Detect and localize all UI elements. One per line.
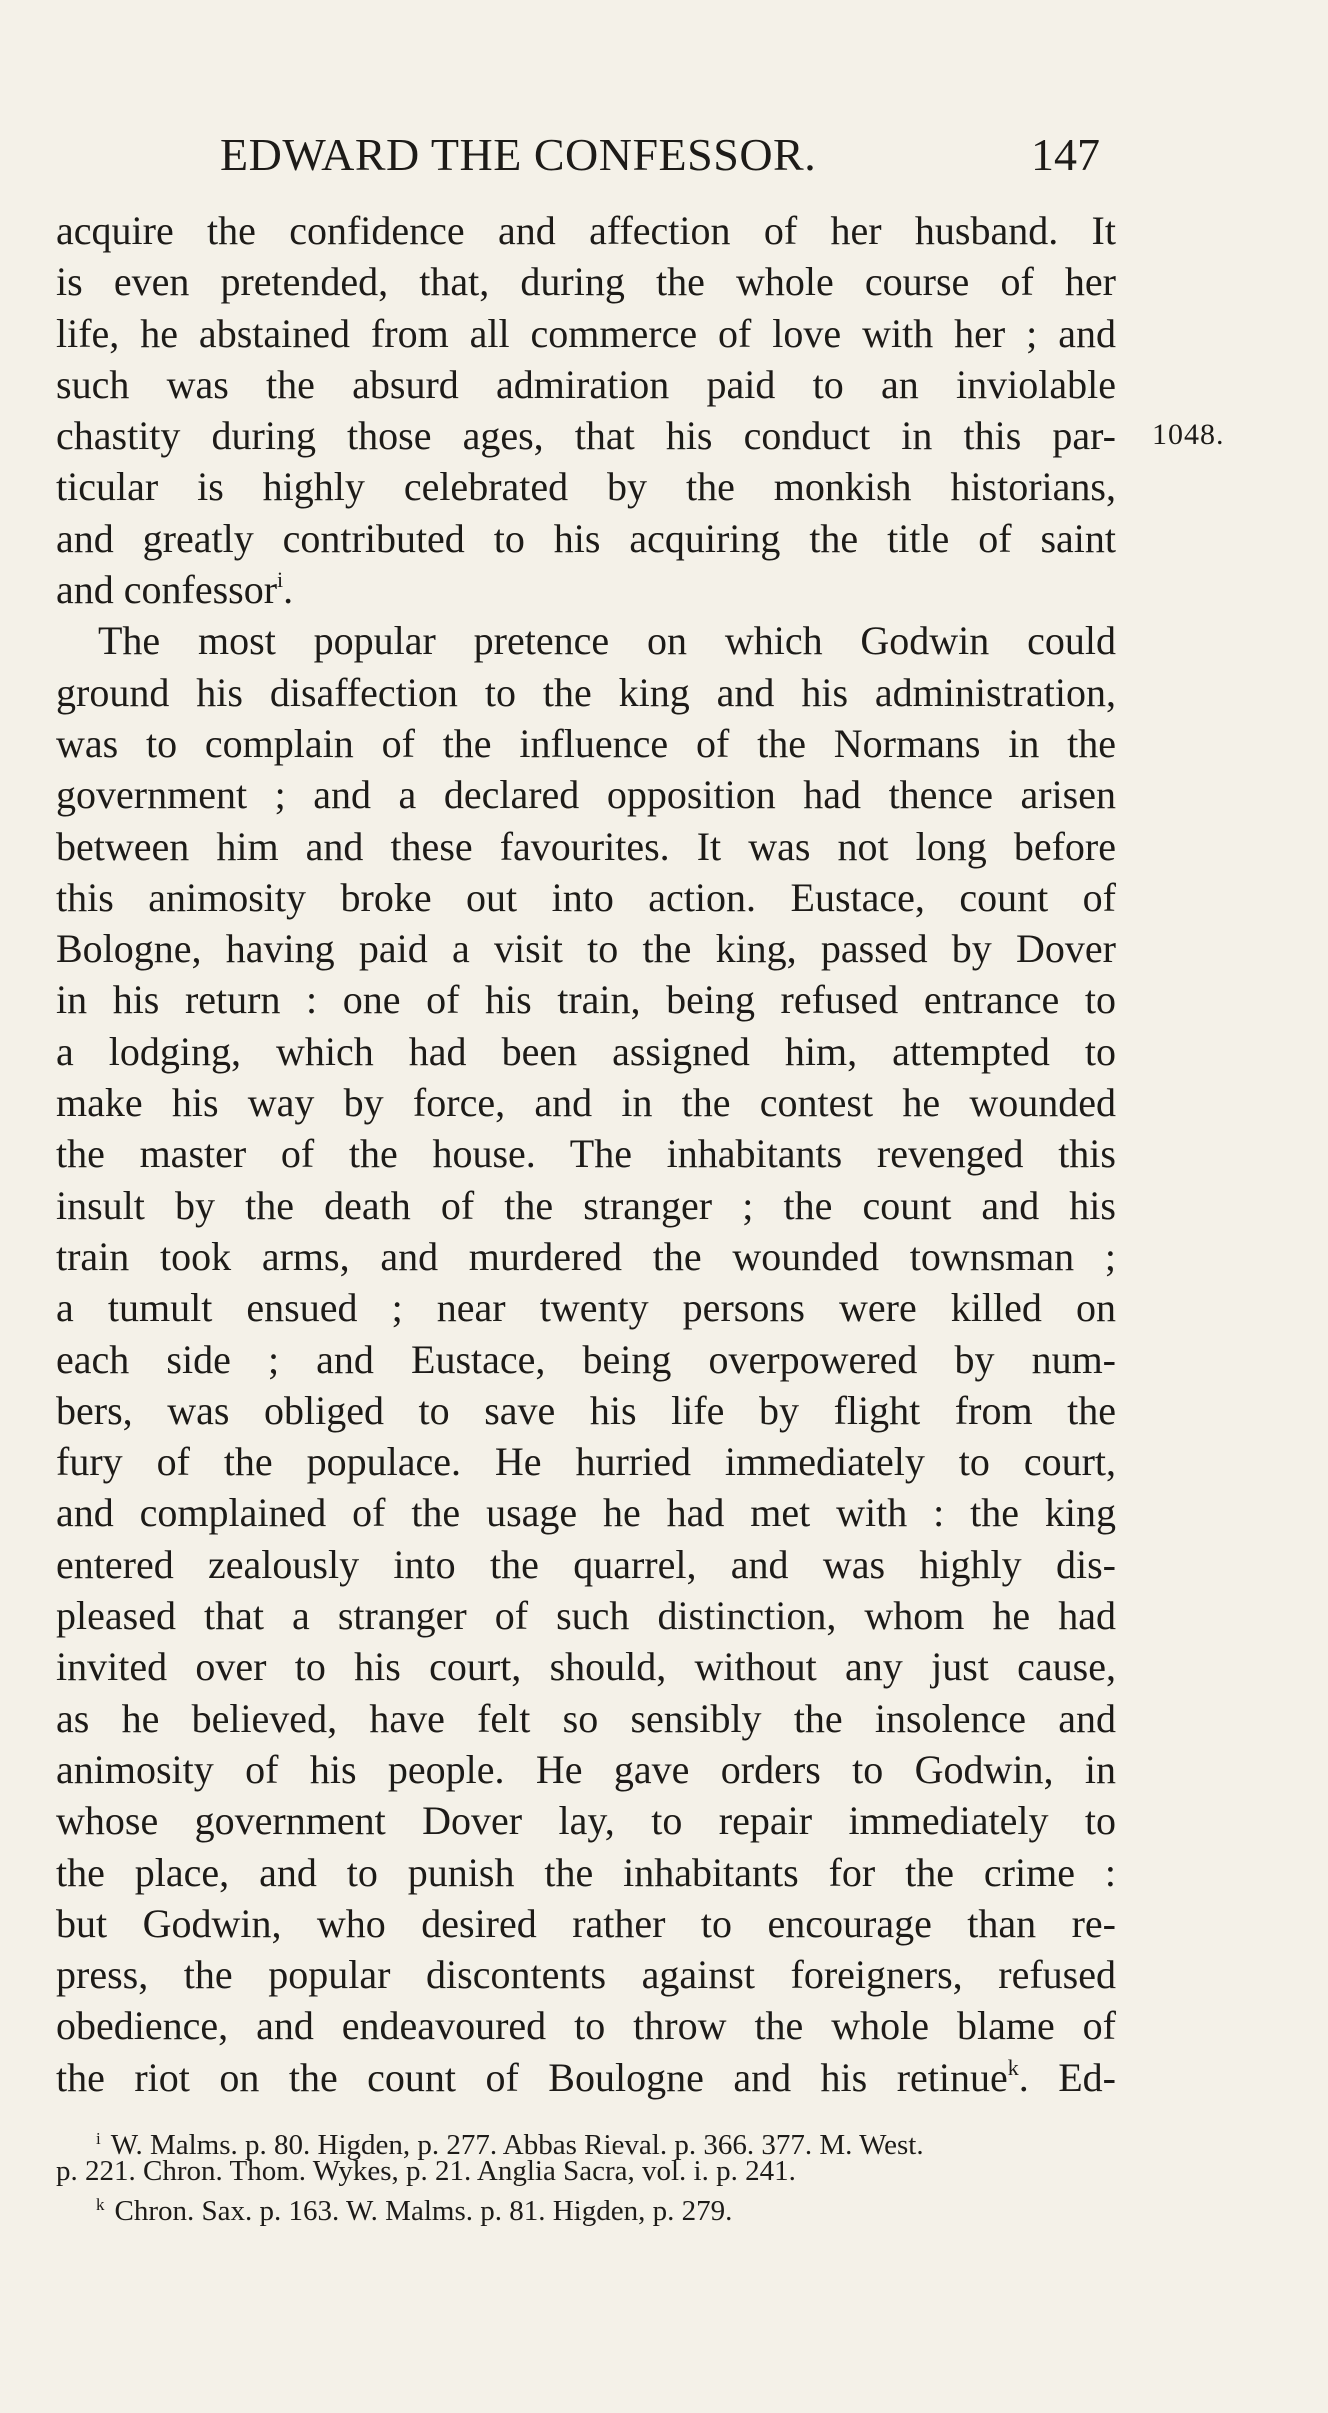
text-line: fury of the populace. He hurried immediately to court, bbox=[56, 1439, 1116, 1485]
body-text bbox=[56, 205, 1116, 2103]
footnote-ref-i: i bbox=[277, 567, 284, 593]
footnotes bbox=[56, 2122, 1136, 2227]
text-line: life, he abstained from all commerce of love with her ; and bbox=[56, 310, 1116, 356]
text-line: the riot on the count of Boulogne and his retinue$^k$. Ed- bbox=[56, 2054, 1116, 2100]
text-line: between him and these favourites. It was not long before bbox=[56, 823, 1116, 869]
text-line: but Godwin, who desired rather to encourage than re- bbox=[56, 1900, 1116, 1946]
text-line: insult by the death of the stranger ; the count and his bbox=[56, 1182, 1116, 1228]
text-line: ticular is highly celebrated by the monkish historians, bbox=[56, 464, 1116, 510]
text-line: pleased that a stranger of such distinction, whom he had bbox=[56, 1593, 1116, 1639]
text-line: and confessor$^i$. bbox=[56, 567, 294, 613]
footnote-i-continued: p. 221. Chron. Thom. Wykes, p. 21. Anglia Sacra, vol. i. p. 241. bbox=[56, 2155, 796, 2187]
text-line: government ; and a declared opposition had thence arisen bbox=[56, 772, 1116, 818]
text-line: in his return : one of his train, being refused entrance to bbox=[56, 977, 1116, 1023]
text-line: acquire the confidence and affection of her husband. It bbox=[56, 208, 1116, 253]
text-line: entered zealously into the quarrel, and was highly dis- bbox=[56, 1541, 1116, 1587]
text-line: invited over to his court, should, without any just cause, bbox=[56, 1644, 1116, 1690]
text-line: was to complain of the influence of the Normans in the bbox=[56, 720, 1116, 766]
text-line: and complained of the usage he had met with : the king bbox=[56, 1490, 1116, 1536]
text-line: this animosity broke out into action. Eustace, count of bbox=[56, 874, 1116, 920]
running-head bbox=[220, 128, 1100, 188]
text-line: obedience, and endeavoured to throw the whole blame of bbox=[56, 2003, 1116, 2049]
paragraph-start-line: The most popular pretence on which Godwin could bbox=[98, 618, 1116, 664]
text-line: Bologne, having paid a visit to the king, passed by Dover bbox=[56, 926, 1116, 972]
footnote-mark: i bbox=[96, 2129, 101, 2148]
footnote-ref-k: k bbox=[1007, 2054, 1019, 2080]
running-title: EDWARD THE CONFESSOR. bbox=[220, 129, 817, 180]
text-line: bers, was obliged to save his life by flight from the bbox=[56, 1387, 1116, 1433]
text-line: each side ; and Eustace, being overpowered by num- bbox=[56, 1336, 1116, 1382]
footnote-mark: k bbox=[96, 2195, 105, 2214]
text-line: whose government Dover lay, to repair immediately to bbox=[56, 1798, 1116, 1844]
margin-date-note: 1048. bbox=[1152, 418, 1225, 451]
text-line: chastity during those ages, that his conduct in this par- bbox=[56, 413, 1116, 459]
text-line: a tumult ensued ; near twenty persons were killed on bbox=[56, 1285, 1116, 1331]
text-line: and greatly contributed to his acquiring the title of saint bbox=[56, 515, 1116, 561]
text-line: train took arms, and murdered the wounded townsman ; bbox=[56, 1233, 1116, 1279]
text-line: as he believed, have felt so sensibly the insolence and bbox=[56, 1695, 1116, 1741]
footnote-i: $^i$ W. Malms. p. 80. Higden, p. 277. Abbas Rieval. p. 366. 377. M. West. bbox=[96, 2129, 924, 2161]
text-line: animosity of his people. He gave orders to Godwin, in bbox=[56, 1746, 1116, 1792]
text-line: a lodging, which had been assigned him, attempted to bbox=[56, 1028, 1116, 1074]
text-line: press, the popular discontents against foreigners, refused bbox=[56, 1952, 1116, 1998]
page-number: 147 bbox=[1031, 129, 1100, 180]
text-line: the place, and to punish the inhabitants for the crime : bbox=[56, 1849, 1116, 1895]
text-line: make his way by force, and in the contest he wounded bbox=[56, 1080, 1116, 1126]
text-line: is even pretended, that, during the whole course of her bbox=[56, 259, 1116, 305]
footnote-k: $^k$ Chron. Sax. p. 163. W. Malms. p. 81. Higden, p. 279. bbox=[96, 2195, 733, 2227]
text-line: such was the absurd admiration paid to an inviolable bbox=[56, 361, 1116, 407]
text-line: the master of the house. The inhabitants revenged this bbox=[56, 1131, 1116, 1177]
text-line: ground his disaffection to the king and his administration, bbox=[56, 669, 1116, 715]
